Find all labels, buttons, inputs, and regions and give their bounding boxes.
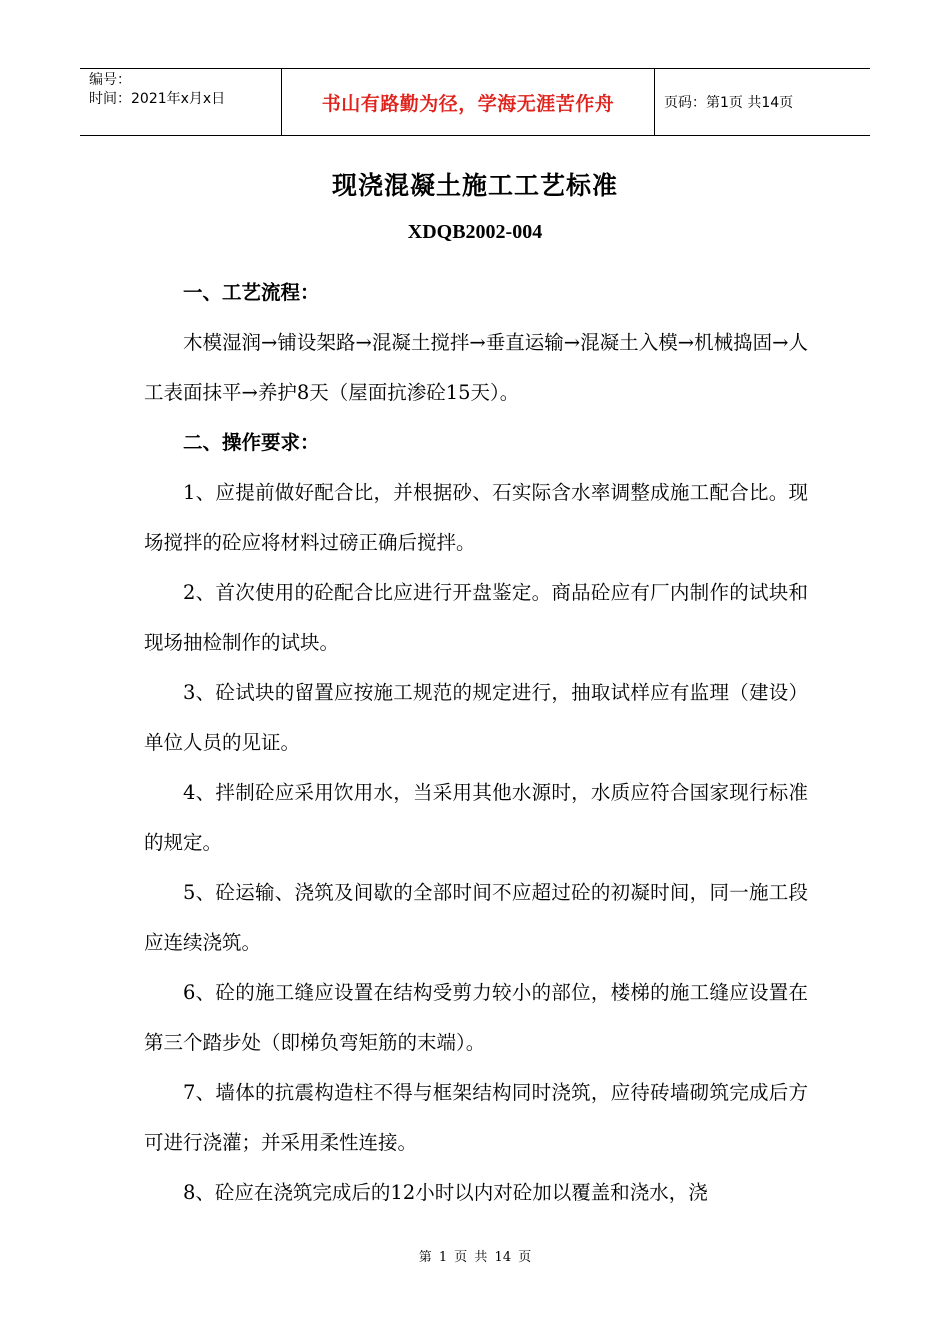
header-motto: 书山有路勤为径，学海无涯苦作舟 — [282, 69, 655, 135]
paragraph: 7、墙体的抗震构造柱不得与框架结构同时浇筑，应待砖墙砌筑完成后方可进行浇灌；并采用柔性连接。 — [144, 1081, 808, 1154]
paragraph: 4、拌制砼应采用饮用水，当采用其他水源时，水质应符合国家现行标准的规定。 — [144, 781, 808, 854]
paragraph: 5、砼运输、浇筑及间歇的全部时间不应超过砼的初凝时间，同一施工段应连续浇筑。 — [144, 881, 808, 954]
header-time-label: 时间：2021年x月x日 — [89, 91, 226, 107]
header-meta — [80, 69, 282, 135]
section-heading: 一、工艺流程： — [183, 281, 320, 304]
section-heading: 二、操作要求： — [183, 431, 320, 454]
paragraph: 木模湿润→铺设架路→混凝土搅拌→垂直运输→混凝土入模→机械捣固→人工表面抹平→养护8天（屋面抗渗砼15天）。 — [144, 331, 808, 404]
paragraph: 8、砼应在浇筑完成后的12小时以内对砼加以覆盖和浇水，浇 — [183, 1181, 708, 1204]
header-number-label: 编号： — [89, 72, 131, 88]
paragraph: 2、首次使用的砼配合比应进行开盘鉴定。商品砼应有厂内制作的试块和现场抽检制作的试块。 — [144, 581, 808, 654]
document-code: XDQB2002-004 — [407, 221, 543, 243]
page-footer: 第 1 页 共 14 页 — [418, 1250, 532, 1265]
document-header — [80, 68, 870, 136]
paragraph: 6、砼的施工缝应设置在结构受剪力较小的部位，楼梯的施工缝应设置在第三个踏步处（即梯负弯矩筋的末端）。 — [144, 981, 808, 1054]
paragraph: 1、应提前做好配合比，并根据砂、石实际含水率调整成施工配合比。现场搅拌的砼应将材料过磅正确后搅拌。 — [144, 481, 808, 554]
paragraph: 3、砼试块的留置应按施工规范的规定进行，抽取试样应有监理（建设）单位人员的见证。 — [144, 681, 808, 754]
header-page-info: 页码：第1页 共14页 — [664, 95, 794, 111]
document-body — [144, 268, 808, 1218]
document-title: 现浇混凝土施工工艺标准 — [331, 171, 618, 200]
